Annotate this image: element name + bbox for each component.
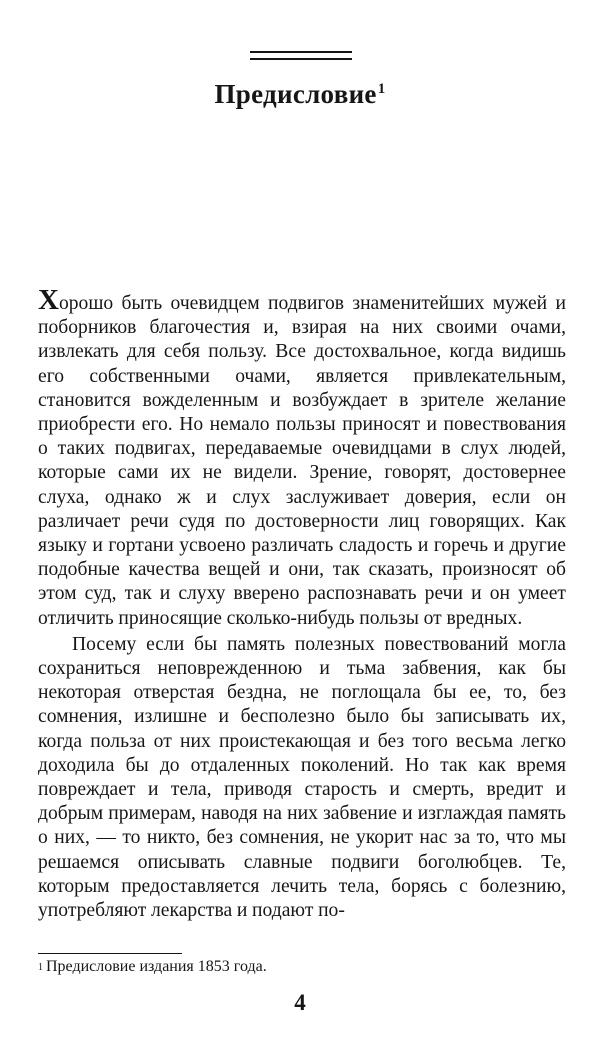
page-number: 4 xyxy=(294,990,306,1015)
title-footnote-marker: 1 xyxy=(377,81,386,97)
drop-cap: Х xyxy=(38,284,59,316)
paragraph-2: Посему если бы память полезных повествований могла сохраниться неповрежденною и тьма забвения, как бы некоторая отверстая бездна, не поглощала бы ее, то, без сомнения, излишне и бесполезно было бы записывать их, когда польза от них проистекающая и без того весьма легко доходила бы до отдаленных поколений. Но так как время повреждает и тела, приводя старость и смерть, вредит и добрым примерам, наводя на них забвение и изглаждая память о них, — то никто, без сомнения, не укорит нас за то, что мы решаемся описывать славные подвиги боголюбцев. Те, которым предоставляется лечить тела, борясь с болезнию, употребляют лекарства и подают по- xyxy=(38,633,566,922)
body-text xyxy=(38,284,566,923)
ornament-rule-top xyxy=(250,51,352,53)
footnote-separator xyxy=(38,953,182,954)
chapter-title-text: Предисловие xyxy=(214,79,377,109)
chapter-title xyxy=(0,79,600,110)
ornament-rule-bottom xyxy=(250,58,352,60)
footnote xyxy=(38,957,267,977)
paragraph-1 xyxy=(38,284,566,631)
paragraph-1-text: орошо быть очевидцем подвигов знаменитейших мужей и поборников благочестия и, взирая на них своими очами, извлекать для себя пользу. Все достохвальное, когда видишь его собственными очами, является привлекательным, становится вожделенным и возбуждает в зрителе желание приобрести его. Но немало пользы приносят и повествования о таких подвигах, передаваемые очевидцами в слух людей, которые сами их не видели. Зрение, говорят, достовернее слуха, однако ж и слух заслуживает доверия, если он различает речи судя по достоверности лиц говорящих. Как языку и гортани усвоено различать сладость и горечь и другие подобные качества вещей и они, так сказать, произносят об этом суд, так и слуху вверено распознавать речи и он умеет отличить приносящие сколько-нибудь пользы от вредных. xyxy=(38,293,566,629)
footnote-text: Предисловие издания 1853 года. xyxy=(46,958,267,975)
footnote-marker: 1 xyxy=(38,962,43,973)
